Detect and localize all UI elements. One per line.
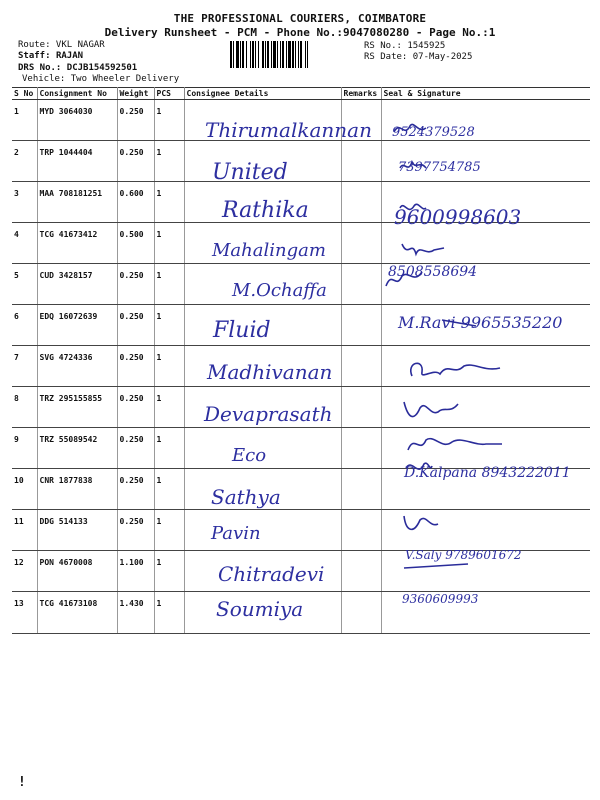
signature-scribble [400, 512, 440, 538]
staff-line [18, 51, 83, 62]
cell-weight: 1.100 [117, 551, 154, 592]
cell-sno: 8 [12, 387, 37, 428]
cell-sno: 13 [12, 592, 37, 634]
cell-pcs: 1 [154, 223, 184, 264]
cell-remarks [341, 428, 381, 469]
cell-weight: 0.250 [117, 469, 154, 510]
cell-sno: 11 [12, 510, 37, 551]
cell-pcs: 1 [154, 387, 184, 428]
signature-handwriting: V.Saly 9789601672 [405, 548, 522, 562]
drs-line [18, 63, 137, 74]
signature-handwriting: M.Ravi 9965535220 [398, 313, 563, 332]
cell-weight: 0.250 [117, 141, 154, 182]
cell-consignment: PON 4670008 [37, 551, 117, 592]
cell-remarks [341, 592, 381, 634]
signature-handwriting: 8508558694 [388, 264, 478, 280]
consignee-handwriting: Mahalingam [212, 240, 326, 261]
drs-number: DCJB154592501 [66, 63, 138, 73]
cell-weight: 0.500 [117, 223, 154, 264]
col-header-sno: S No [12, 88, 37, 100]
cell-pcs: 1 [154, 141, 184, 182]
cell-remarks [341, 264, 381, 305]
signature-scribble [400, 398, 460, 424]
cell-consignment: CUD 3428157 [37, 264, 117, 305]
cell-consignment: SVG 4724336 [37, 346, 117, 387]
cell-pcs: 1 [154, 305, 184, 346]
cell-weight: 0.250 [117, 346, 154, 387]
col-header-signature: Seal & Signature [381, 88, 590, 100]
signature-handwriting: 9524379528 [392, 125, 475, 140]
rs-number: RS No.: 1545925 [364, 41, 446, 51]
table-row [12, 510, 590, 551]
company-title: THE PROFESSIONAL COURIERS, COIMBATORE [173, 12, 427, 25]
col-header-remarks: Remarks [341, 88, 381, 100]
cell-consignment: TRP 1044404 [37, 141, 117, 182]
cell-consignment: TCG 41673108 [37, 592, 117, 634]
cell-pcs: 1 [154, 510, 184, 551]
cell-pcs: 1 [154, 264, 184, 305]
signature-handwriting: 9600998603 [394, 205, 522, 229]
cell-remarks [341, 469, 381, 510]
cell-sno: 5 [12, 264, 37, 305]
cell-remarks [341, 305, 381, 346]
cell-consignee [184, 510, 341, 551]
consignee-handwriting: Rathika [222, 198, 309, 223]
staff-label: Staff: [18, 51, 51, 61]
route-text: Route: VKL NAGAR [18, 40, 105, 50]
cell-consignment: DDG 514133 [37, 510, 117, 551]
cell-weight: 0.250 [117, 100, 154, 141]
vehicle-text: Vehicle: Two Wheeler Delivery [22, 74, 180, 84]
consignee-handwriting: Thirumalkannan [205, 118, 372, 142]
cell-pcs: 1 [154, 551, 184, 592]
col-header-consignee: Consignee Details [184, 88, 341, 100]
cell-weight: 0.250 [117, 264, 154, 305]
consignee-handwriting: Devaprasath [204, 402, 333, 426]
cell-remarks [341, 510, 381, 551]
rs-date: RS Date: 07-May-2025 [364, 52, 473, 62]
barcode [230, 41, 358, 68]
consignee-handwriting: Eco [232, 445, 267, 466]
consignee-handwriting: United [212, 160, 288, 185]
cell-sno: 6 [12, 305, 37, 346]
cell-pcs: 1 [154, 469, 184, 510]
cell-consignment: MYD 3064030 [37, 100, 117, 141]
cell-consignment: TRZ 295155855 [37, 387, 117, 428]
cell-remarks [341, 182, 381, 223]
cell-pcs: 1 [154, 182, 184, 223]
consignee-handwriting: Pavin [211, 523, 261, 544]
cell-weight: 0.250 [117, 510, 154, 551]
cell-consignment: TCG 41673412 [37, 223, 117, 264]
cell-sno: 3 [12, 182, 37, 223]
cell-weight: 1.430 [117, 592, 154, 634]
col-header-pcs: PCS [154, 88, 184, 100]
consignee-handwriting: M.Ochaffa [232, 280, 327, 301]
footer-mark: ! [18, 775, 26, 790]
cell-remarks [341, 551, 381, 592]
cell-sno: 1 [12, 100, 37, 141]
signature-scribble [404, 358, 504, 384]
signature-scribble [392, 118, 432, 144]
signature-scribble [404, 432, 504, 458]
consignee-handwriting: Madhivanan [207, 360, 333, 384]
signature-scribble [384, 268, 424, 294]
signature-scribble [402, 548, 472, 574]
cell-sno: 2 [12, 141, 37, 182]
cell-remarks [341, 346, 381, 387]
consignee-handwriting: Chitradevi [218, 562, 325, 586]
cell-pcs: 1 [154, 100, 184, 141]
cell-consignment: MAA 708181251 [37, 182, 117, 223]
runsheet-subtitle: Delivery Runsheet - PCM - Phone No.:9047080280 - Page No.:1 [104, 26, 496, 39]
cell-remarks [341, 223, 381, 264]
cell-sno: 9 [12, 428, 37, 469]
cell-pcs: 1 [154, 592, 184, 634]
signature-scribble [404, 456, 434, 482]
signature-scribble [398, 156, 428, 182]
cell-pcs: 1 [154, 346, 184, 387]
cell-sno: 7 [12, 346, 37, 387]
cell-consignment: TRZ 55089542 [37, 428, 117, 469]
cell-weight: 0.250 [117, 387, 154, 428]
cell-weight: 0.600 [117, 182, 154, 223]
consignee-handwriting: Soumiya [216, 597, 304, 621]
cell-remarks [341, 141, 381, 182]
drs-label: DRS No.: [18, 63, 62, 73]
cell-pcs: 1 [154, 428, 184, 469]
consignee-handwriting: Fluid [213, 318, 271, 343]
cell-consignment: EDQ 16072639 [37, 305, 117, 346]
signature-scribble [398, 238, 446, 264]
table-header-row [12, 88, 590, 100]
table-row [12, 141, 590, 182]
cell-sno: 10 [12, 469, 37, 510]
signature-scribble [398, 198, 428, 224]
col-header-consignment: Consignment No [37, 88, 117, 100]
signature-scribble [440, 312, 480, 338]
signature-handwriting: D.Kalpana 8943222011 [404, 465, 571, 481]
cell-consignment: CNR 1877838 [37, 469, 117, 510]
signature-handwriting: 7397754785 [398, 160, 481, 175]
cell-sno: 4 [12, 223, 37, 264]
signature-handwriting: 9360609993 [402, 592, 479, 606]
col-header-weight: Weight [117, 88, 154, 100]
cell-sno: 12 [12, 551, 37, 592]
consignee-handwriting: Sathya [211, 485, 281, 509]
cell-weight: 0.250 [117, 428, 154, 469]
cell-remarks [341, 387, 381, 428]
cell-weight: 0.250 [117, 305, 154, 346]
staff-name: RAJAN [55, 51, 84, 61]
